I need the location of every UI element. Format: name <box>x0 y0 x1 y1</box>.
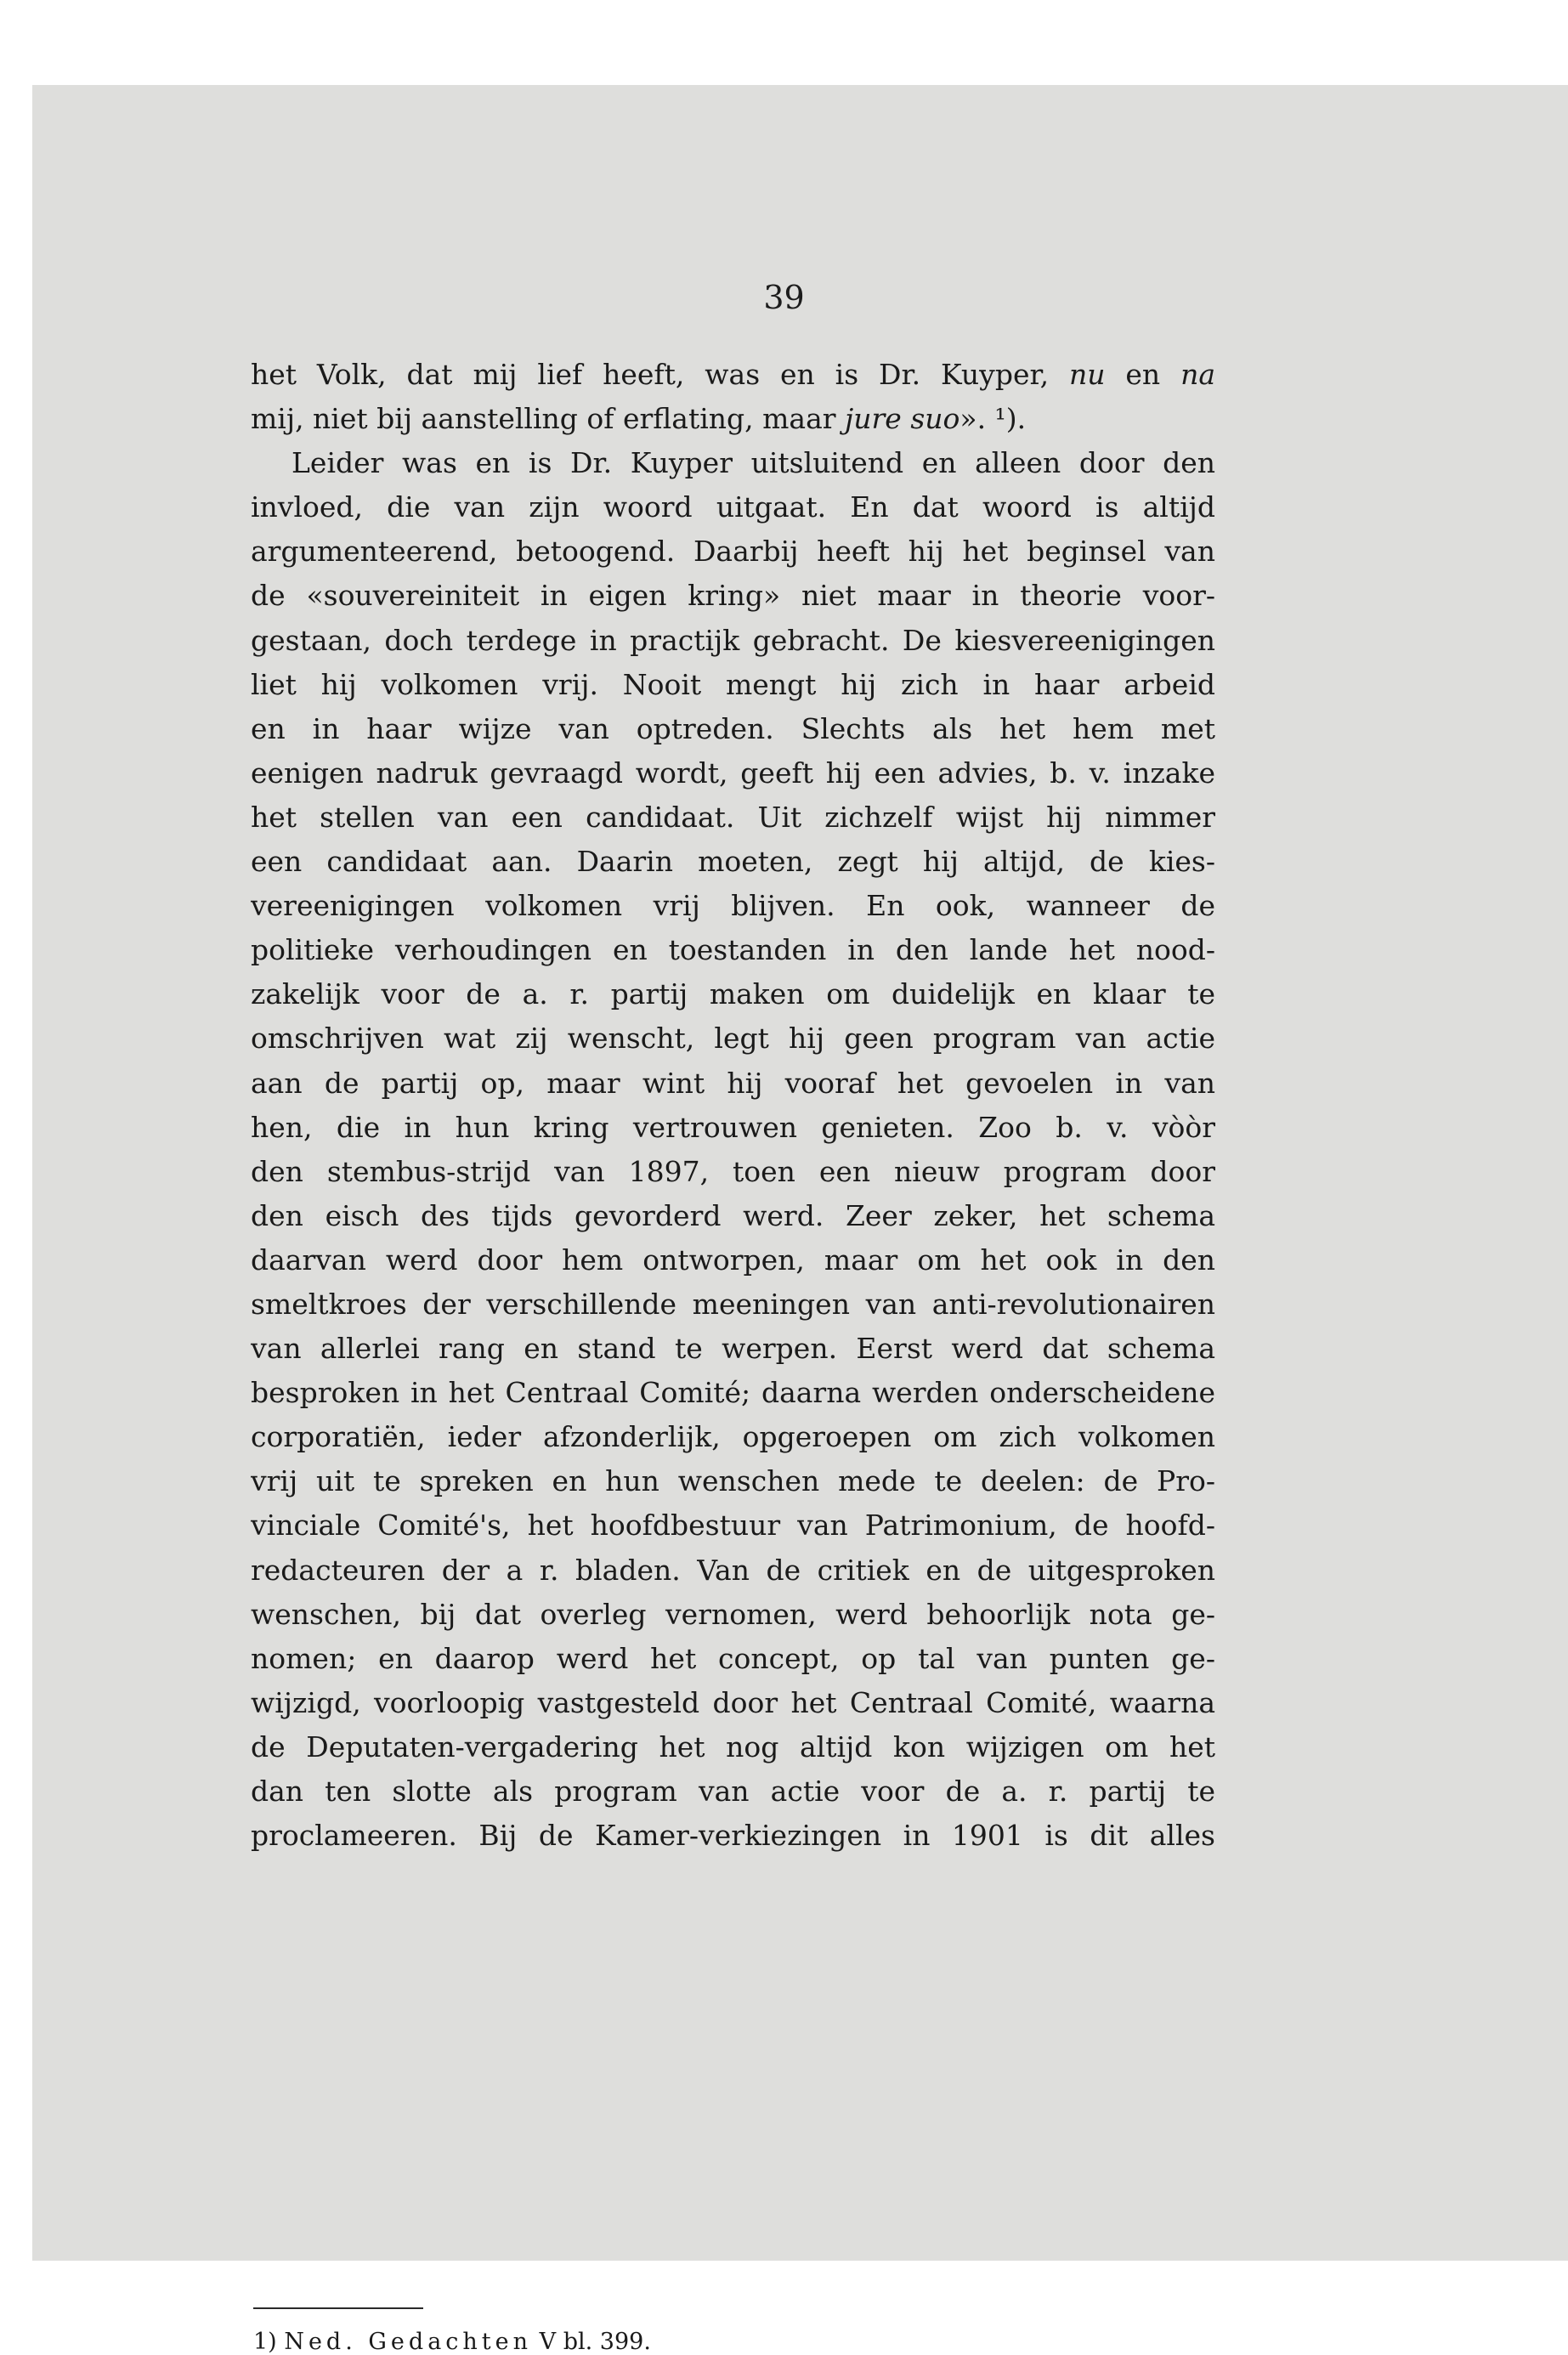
footnote-reference: V bl. 399. <box>539 2329 651 2355</box>
text-line: politieke verhoudingen en toestanden in den lande het nood- <box>251 933 1215 967</box>
text-line: aan de partij op, maar wint hij vooraf het gevoelen in van <box>251 1066 1215 1100</box>
text-segment: mij, niet bij aanstelling of erflating, maar <box>251 402 846 436</box>
text-line: het stellen van een candidaat. Uit zichzelf wijst hij nimmer <box>251 800 1215 834</box>
text-segment: Leider was en is Dr. Kuyper uitsluitend en alleen door den <box>292 446 1215 480</box>
text-line: de Deputaten-vergadering het nog altijd kon wijzigen om het <box>251 1729 1215 1763</box>
text-segment: ». ¹). <box>959 402 1027 436</box>
body-text <box>251 353 1215 1858</box>
italic-text: na <box>1180 358 1215 391</box>
text-line: wijzigd, voorloopig vastgesteld door het Centraal Comité, waarna <box>251 1685 1215 1719</box>
text-line: redacteuren der a r. bladen. Van de critiek en de uitgesproken <box>251 1553 1215 1587</box>
text-line: den eisch des tijds gevorderd werd. Zeer zeker, het schema <box>251 1198 1215 1232</box>
italic-text: jure suo <box>845 402 960 436</box>
text-line: omschrijven wat zij wenscht, legt hij geen program van actie <box>251 1022 1215 1056</box>
text-segment: en <box>1105 358 1181 391</box>
text-line: eenigen nadruk gevraagd wordt, geeft hij een advies, b. v. inzake <box>251 756 1215 790</box>
text-line: daarvan werd door hem ontworpen, maar om het ook in den <box>251 1243 1215 1277</box>
text-line: dan ten slotte als program van actie voor de a. r. partij te <box>251 1775 1215 1808</box>
text-line <box>251 397 1215 441</box>
text-line: vereenigingen volkomen vrij blijven. En ook, wanneer de <box>251 889 1215 923</box>
text-line: argumenteerend, betoogend. Daarbij heeft hij het beginsel van <box>251 535 1215 569</box>
text-line: gestaan, doch terdege in practijk gebracht. De kiesvereenigingen <box>251 623 1215 657</box>
text-line: vinciale Comité's, het hoofdbestuur van Patrimonium, de hoofd- <box>251 1509 1215 1543</box>
text-line: de «souvereiniteit in eigen kring» niet maar in theorie voor- <box>251 579 1215 613</box>
footnote-title: Ned. Gedachten <box>284 2329 533 2355</box>
text-line <box>251 441 1215 485</box>
text-line: invloed, die van zijn woord uitgaat. En dat woord is altijd <box>251 490 1215 524</box>
text-line: zakelijk voor de a. r. partij maken om duidelijk en klaar te <box>251 977 1215 1011</box>
text-line: wenschen, bij dat overleg vernomen, werd behoorlijk nota ge- <box>251 1597 1215 1631</box>
text-line: proclameeren. Bij de Kamer-verkiezingen in 1901 is dit alles <box>251 1819 1215 1853</box>
italic-text: nu <box>1069 358 1106 391</box>
footnote-mark: 1) <box>253 2329 277 2355</box>
text-line: vrij uit te spreken en hun wenschen mede te deelen: de Pro- <box>251 1464 1215 1498</box>
text-line: nomen; en daarop werd het concept, op tal van punten ge- <box>251 1641 1215 1675</box>
text-segment: het Volk, dat mij lief heeft, was en is Dr. Kuyper, <box>251 358 1069 391</box>
text-line: liet hij volkomen vrij. Nooit mengt hij zich in haar arbeid <box>251 667 1215 701</box>
text-line: hen, die in hun kring vertrouwen genieten. Zoo b. v. vòòr <box>251 1110 1215 1144</box>
footnote-divider <box>253 2307 423 2309</box>
footnote <box>253 2329 651 2355</box>
text-line: den stembus-strijd van 1897, toen een nieuw program door <box>251 1154 1215 1188</box>
text-line: een candidaat aan. Daarin moeten, zegt hij altijd, de kies- <box>251 845 1215 879</box>
text-line: corporatiën, ieder afzonderlijk, opgeroepen om zich volkomen <box>251 1420 1215 1454</box>
text-line: van allerlei rang en stand te werpen. Eerst werd dat schema <box>251 1332 1215 1366</box>
text-line: smeltkroes der verschillende meeningen van anti-revolutionairen <box>251 1287 1215 1321</box>
text-line <box>251 353 1215 397</box>
text-line: en in haar wijze van optreden. Slechts als het hem met <box>251 711 1215 745</box>
text-line: besproken in het Centraal Comité; daarna werden onderscheidene <box>251 1376 1215 1410</box>
page-number: 39 <box>763 279 805 316</box>
